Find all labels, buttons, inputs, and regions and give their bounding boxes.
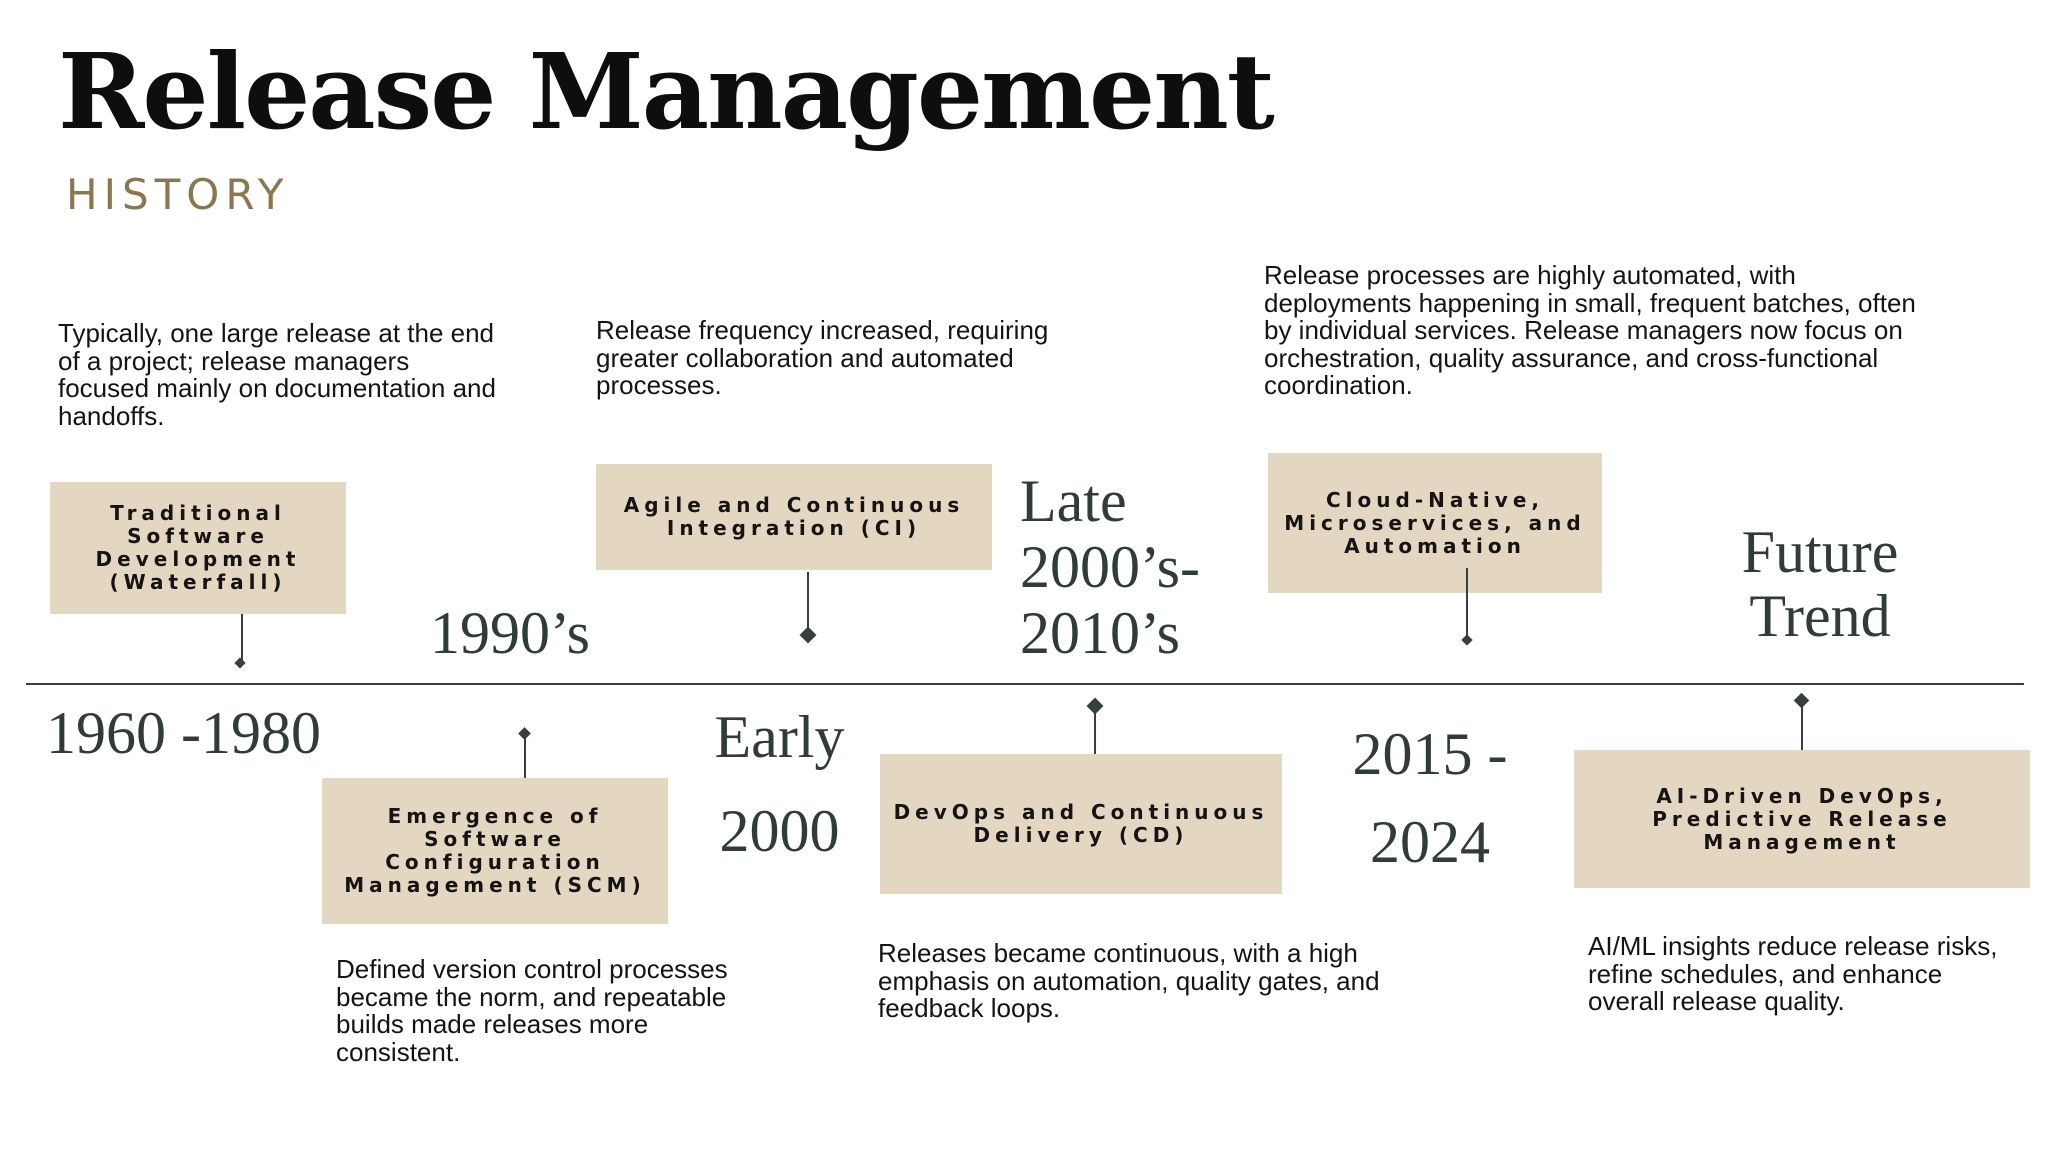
milestone-box-label: Emergence of Software Configuration Management (SCM) <box>344 804 646 897</box>
milestone-box-label: AI-Driven DevOps, Predictive Release Management <box>1652 783 1952 854</box>
era-label-2015-2024: 2015 - 2024 <box>1352 721 1508 875</box>
era-label-late-2000s-2010s: Late 2000’s-2010’s <box>1020 468 1200 666</box>
milestone-description-future-trend: AI/ML insights reduce release risks, refine schedules, and enhance overall release quality. <box>1588 931 1998 1016</box>
milestone-box-waterfall <box>50 482 346 614</box>
milestone-description-1990s: Defined version control processes became the norm, and repeatable builds made releases more consistent. <box>336 954 728 1067</box>
era-label-early-2000: Early 2000 <box>714 704 845 864</box>
milestone-description-early-2000: Release frequency increased, requiring greater collaboration and automated processes. <box>596 315 1049 400</box>
milestone-box-label: DevOps and Continuous Delivery (CD) <box>893 800 1269 847</box>
timeline-axis <box>26 683 2024 685</box>
connector-diamond <box>800 627 817 644</box>
connector-stem <box>807 572 809 632</box>
milestone-box-label: Traditional Software Development (Waterfall) <box>95 501 301 594</box>
milestone-box-label: Agile and Continuous Integration (CI) <box>623 493 965 540</box>
milestone-description-2015-2024: Release processes are highly automated, with deployments happening in small, frequent batches, often by individual services. Release managers now focus on orchestration, quality assurance, and cross-functional coordination. <box>1264 260 1916 400</box>
milestone-description-late-2000s: Releases became continuous, with a high emphasis on automation, quality gates, and feedback loops. <box>878 938 1380 1023</box>
era-label-future-trend: Future Trend <box>1741 519 1899 649</box>
connector-diamond <box>234 657 245 668</box>
connector-diamond <box>1461 634 1472 645</box>
milestone-box-cloud-native <box>1268 453 1602 593</box>
milestone-box-ai-driven <box>1574 750 2030 888</box>
page-subtitle: HISTORY <box>66 170 290 219</box>
era-label-1960-1980: 1960 -1980 <box>46 700 321 766</box>
connector-stem <box>1466 568 1468 640</box>
era-label-1990s: 1990’s <box>430 600 591 666</box>
milestone-box-label: Cloud-Native, Microservices, and Automation <box>1284 487 1586 558</box>
milestone-box-scm <box>322 778 668 924</box>
milestone-box-devops-cd <box>880 754 1282 894</box>
connector-stem <box>241 614 243 664</box>
milestone-box-agile-ci <box>596 464 992 570</box>
page-title: Release Management <box>58 30 1273 153</box>
milestone-description-1960-1980: Typically, one large release at the end of a project; release managers focused mainly on documentation and handoffs. <box>58 318 496 431</box>
